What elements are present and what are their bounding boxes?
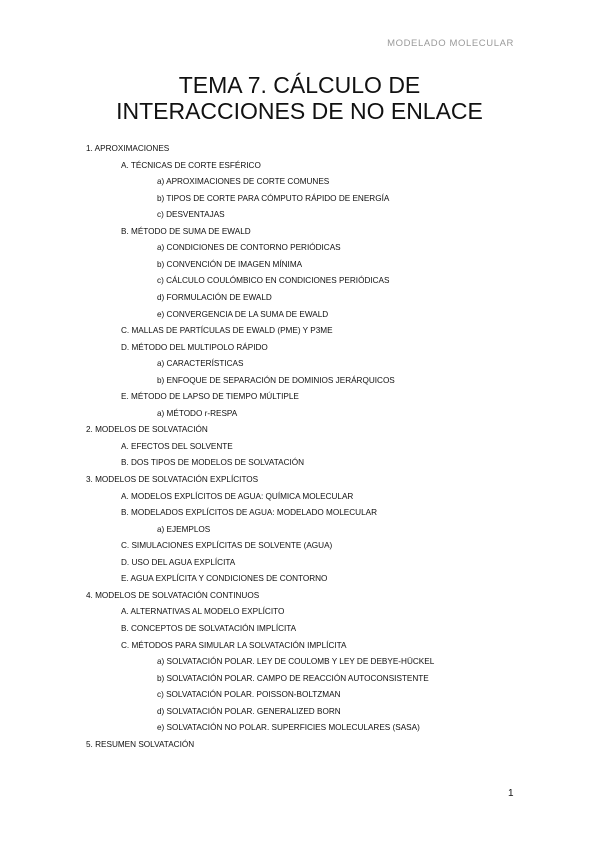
toc-item-level-3: e) CONVERGENCIA DE LA SUMA DE EWALD <box>157 309 329 319</box>
page-number: 1 <box>508 788 514 799</box>
toc-item-level-3: b) TIPOS DE CORTE PARA CÓMPUTO RÁPIDO DE ENERGÍA <box>157 193 390 203</box>
toc-item-level-2: C. MÉTODOS PARA SIMULAR LA SOLVATACIÓN IMPLÍCITA <box>121 640 347 650</box>
toc-item-level-1: 4. MODELOS DE SOLVATACIÓN CONTINUOS <box>86 590 260 600</box>
document-title <box>0 72 599 124</box>
toc-item-level-2: D. USO DEL AGUA EXPLÍCITA <box>121 557 236 567</box>
title-line-1: TEMA 7. CÁLCULO DE <box>178 72 421 98</box>
toc-item-level-3: c) SOLVATACIÓN POLAR. POISSON-BOLTZMAN <box>157 690 341 700</box>
toc-item-level-1: 2. MODELOS DE SOLVATACIÓN <box>86 425 208 435</box>
toc-item-level-2: B. MODELADOS EXPLÍCITOS DE AGUA: MODELADO MOLECULAR <box>121 508 377 518</box>
toc-item-level-3: a) MÉTODO r-RESPA <box>157 408 238 418</box>
toc-item-level-3: d) SOLVATACIÓN POLAR. GENERALIZED BORN <box>157 706 341 716</box>
toc-item-level-2: A. ALTERNATIVAS AL MODELO EXPLÍCITO <box>121 607 285 617</box>
toc-item-level-3: a) CONDICIONES DE CONTORNO PERIÓDICAS <box>157 243 341 253</box>
toc-item-level-1: 5. RESUMEN SOLVATACIÓN <box>86 739 195 749</box>
toc-item-level-3: b) ENFOQUE DE SEPARACIÓN DE DOMINIOS JERÁRQUICOS <box>157 375 395 385</box>
toc-item-level-2: E. MÉTODO DE LAPSO DE TIEMPO MÚLTIPLE <box>121 392 299 402</box>
toc-item-level-2: A. TÉCNICAS DE CORTE ESFÉRICO <box>121 160 261 170</box>
toc-item-level-3: a) SOLVATACIÓN POLAR. LEY DE COULOMB Y LEY DE DEBYE-HÜCKEL <box>157 657 435 667</box>
toc-item-level-2: D. MÉTODO DEL MULTIPOLO RÁPIDO <box>121 342 268 352</box>
toc-item-level-2: C. SIMULACIONES EXPLÍCITAS DE SOLVENTE (AGUA) <box>121 541 333 551</box>
title-line-2: INTERACCIONES DE NO ENLACE <box>116 98 483 124</box>
toc-item-level-3: a) EJEMPLOS <box>157 524 211 534</box>
toc-item-level-3: b) CONVENCIÓN DE IMAGEN MÍNIMA <box>157 259 303 269</box>
toc-item-level-3: c) DESVENTAJAS <box>157 210 225 220</box>
toc-item-level-1: 3. MODELOS DE SOLVATACIÓN EXPLÍCITOS <box>86 475 259 484</box>
toc-item-level-2: A. EFECTOS DEL SOLVENTE <box>121 441 233 451</box>
toc-item-level-3: b) SOLVATACIÓN POLAR. CAMPO DE REACCIÓN AUTOCONSISTENTE <box>157 673 429 683</box>
toc-item-level-2: B. CONCEPTOS DE SOLVATACIÓN IMPLÍCITA <box>121 623 297 633</box>
toc-item-level-2: B. MÉTODO DE SUMA DE EWALD <box>121 226 251 236</box>
toc-item-level-2: A. MODELOS EXPLÍCITOS DE AGUA: QUÍMICA MOLECULAR <box>121 491 354 501</box>
running-header: MODELADO MOLECULAR <box>387 38 514 49</box>
toc-item-level-2: B. DOS TIPOS DE MODELOS DE SOLVATACIÓN <box>121 458 305 468</box>
toc-item-level-3: e) SOLVATACIÓN NO POLAR. SUPERFICIES MOLECULARES (SASA) <box>157 723 420 733</box>
toc-item-level-3: a) APROXIMACIONES DE CORTE COMUNES <box>157 177 330 187</box>
toc-item-level-2: C. MALLAS DE PARTÍCULAS DE EWALD (PME) Y P3ME <box>121 326 333 336</box>
toc-item-level-2: E. AGUA EXPLÍCITA Y CONDICIONES DE CONTORNO <box>121 574 328 584</box>
toc-item-level-3: a) CARACTERÍSTICAS <box>157 359 244 369</box>
toc-item-level-3: d) FORMULACIÓN DE EWALD <box>157 292 272 302</box>
toc-item-level-1: 1. APROXIMACIONES <box>86 144 170 153</box>
toc-item-level-3: c) CÁLCULO COULÓMBICO EN CONDICIONES PERIÓDICAS <box>157 276 390 286</box>
